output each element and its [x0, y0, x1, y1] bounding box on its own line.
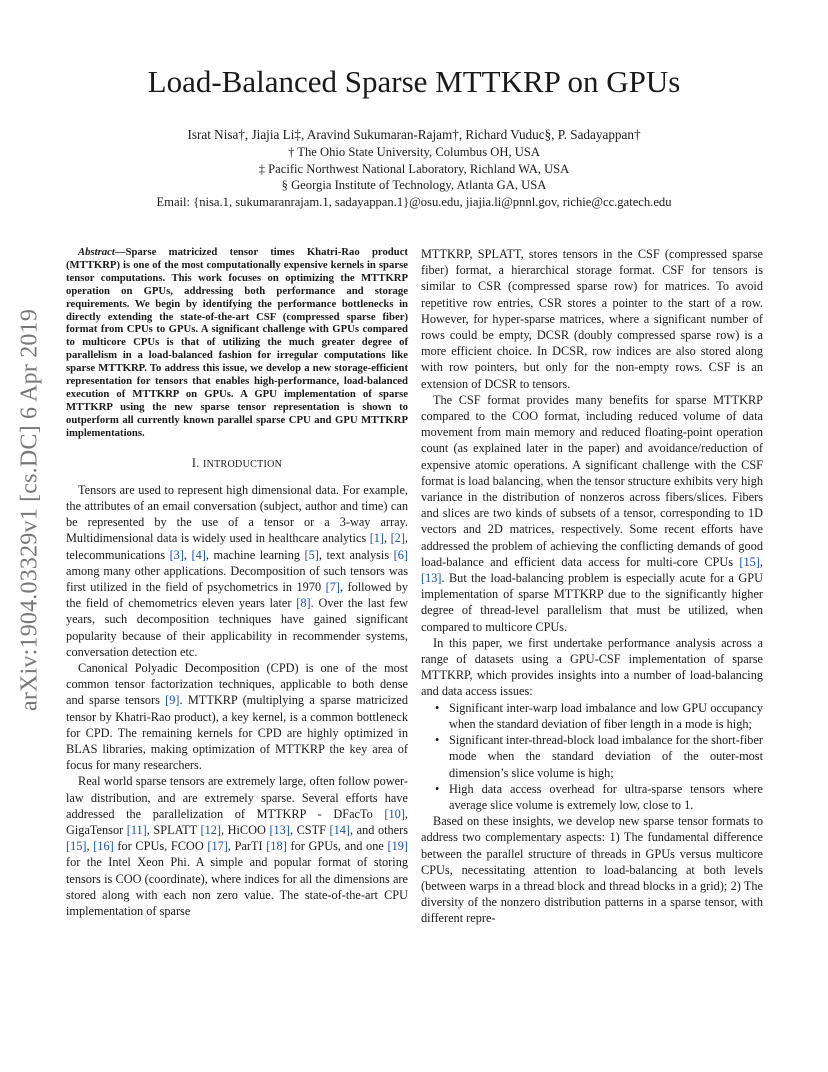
paragraph	[66, 773, 408, 919]
citation-link[interactable]: [10]	[384, 806, 405, 821]
paragraph	[66, 660, 408, 773]
left-column	[66, 246, 408, 919]
arxiv-identifier: arXiv:1904.03329v1 [cs.DC] 6 Apr 2019	[16, 308, 43, 712]
citation-link[interactable]: [14]	[329, 823, 351, 838]
citation-link[interactable]: [2]	[390, 531, 405, 546]
paragraph-text: . But the load-balancing problem is especially acute for a GPU implementation of sparse MTTKRP due to the significantly higher degree of thread-level parallelism that must be utilized, when compared to multicore CPUs.	[421, 571, 763, 634]
paragraph	[421, 392, 763, 635]
paragraph-text: , SPLATT	[146, 823, 201, 838]
citation-link[interactable]: [19]	[387, 839, 408, 854]
bullet-mark: •	[435, 781, 440, 796]
citation-link[interactable]: [15]	[739, 554, 760, 569]
paragraph-text: Real world sparse tensors are extremely large, often follow power-law distribution, and are extremely sparse. Several efforts have addressed the parallelization of MTTKRP - DFacTo	[66, 774, 408, 821]
paper-title: Load-Balanced Sparse MTTKRP on GPUs	[147, 64, 681, 99]
paragraph-csf-intro: MTTKRP, SPLATT, stores tensors in the CSF (compressed sparse fiber) format, a hierarchical storage format. CSF for tensors is similar to CSR (compressed sparse row) for matrices. To avoid repetitive row entries, CSR stores a pointer to the start of a row. However, for hyper-sparse matrices, where a significant number of rows could be empty, DCSR (doubly compressed sparse row) is a more efficient choice. In DCSR, row indices are also stored along with row pointers, but only for the non-empty rows. CSF is an extension of DCSR to tensors.	[421, 247, 763, 391]
citation-link[interactable]: [3]	[169, 547, 184, 562]
paragraph-text: for the Intel Xeon Phi. A simple and popular format of storing tensors is COO (coordinate), where indices for all the dimensions are stored along with each non zero value. The state-of-the-art CPU implementation of sparse	[66, 855, 408, 919]
affiliation-osu: † The Ohio State University, Columbus OH, USA	[288, 145, 540, 159]
citation-link[interactable]: [4]	[191, 547, 206, 562]
paragraph-text: , machine learning	[205, 547, 305, 562]
paragraph-text: In this paper, we first undertake performance analysis across a range of datasets using a GPU-CSF implementation of sparse MTTKRP, which provides insights into a number of load-balancing and data access issues:	[421, 635, 763, 699]
paragraph-text: Tensors are used to represent high dimensional data. For example, the attributes of an email conversation (subject, author and time) can be represented by the use of a tensor or a 3-way array. Multidimensional data is widely used in healthcare analytics	[66, 482, 408, 546]
citation-link[interactable]: [11]	[126, 823, 147, 838]
abstract-label: Abstract	[78, 246, 115, 258]
citation-link[interactable]: [5]	[304, 547, 319, 562]
citation-link[interactable]: [15]	[66, 839, 87, 854]
paragraph-text: . Over the last few years, such decomposition techniques have gained significant popularity because of their applicability in recommender systems, conversation detection etc.	[66, 596, 408, 659]
paragraph-text: Canonical Polyadic Decomposition (CPD) is one of the most common tensor factorization techniques, applicable to both dense and sparse tensors	[66, 661, 408, 708]
citation-link[interactable]: [8]	[296, 596, 311, 611]
paragraph-text: , ParTI	[227, 839, 267, 854]
paragraph-text: ,	[759, 554, 763, 569]
affiliation-gatech: § Georgia Institute of Technology, Atlanta GA, USA	[281, 178, 547, 192]
citation-link[interactable]: [13]	[269, 823, 290, 838]
bullet-mark: •	[435, 733, 440, 748]
paragraph-text: for CPUs, FCOO	[113, 839, 208, 854]
paragraph-text: , and others	[350, 823, 409, 838]
abstract-text: —Sparse matricized tensor times Khatri-Rao product (MTTKRP) is one of the most computationally expensive kernels in sparse tensor computations. This work focuses on optimizing the MTTKRP operation on GPUs, addressing both performance and storage requirements. We begin by identifying the performance bottlenecks in directly extending the state-of-the-art CSF (compressed sparse fiber) format from CPUs to GPUs. A significant challenge with GPUs compared to multicore CPUs is that of utilizing the much greater degree of parallelism in a load-balanced fashion for irregular computations like sparse MTTKRP. To address this issue, we develop a new storage-efficient representation for tensors that enables high-performance, load-balanced execution of MTTKRP on GPUs. A GPU implementation of sparse MTTKRP using the new sparse tensor representation is shown to outperform all currently known parallel sparse CPU and GPU MTTKRP implementations.	[66, 246, 408, 439]
paragraph	[66, 482, 408, 660]
insight-item: • Significant inter-thread-block load imbalance for the short-fiber mode when the standard deviation of the outer-most dimension’s slice volume is high;	[435, 733, 763, 780]
paragraph-text: among many other applications. Decomposition of such tensors was first utilized in the field of psychometrics in 1970	[66, 563, 408, 595]
right-body	[421, 392, 763, 700]
affiliation-pnnl: ‡ Pacific Northwest National Laboratory, Richland WA, USA	[258, 162, 570, 176]
introduction-body	[66, 482, 408, 919]
section-heading	[66, 455, 408, 473]
paragraph-text: , followed by the field of chemometrics eleven years later	[66, 580, 408, 611]
insight-item: • High data access overhead for ultra-sparse tensors where average slice volume is extremely low, close to 1.	[435, 781, 763, 812]
citation-link[interactable]: [12]	[200, 823, 221, 838]
paragraph-text: ,	[384, 531, 391, 546]
paragraph-text: , text analysis	[318, 547, 394, 562]
author-emails: Email: {nisa.1, sukumaranrajam.1, sadayappan.1}@osu.edu, jiajia.li@pnnl.gov, richie@cc.gatech.edu	[156, 195, 672, 209]
paragraph-text: , CSTF	[289, 823, 330, 838]
right-column	[421, 246, 763, 927]
bullet-mark: •	[435, 700, 440, 715]
arxiv-sidebar	[10, 270, 50, 750]
paragraph-text: for GPUs, and one	[286, 839, 388, 854]
author-list: Israt Nisa†, Jiajia Li‡, Aravind Sukumaran-Rajam†, Richard Vuduc§, P. Sadayappan†	[187, 127, 641, 142]
insight-item: • Significant inter-warp load imbalance and low GPU occupancy when the standard deviation of fiber length in a mode is high;	[435, 700, 763, 731]
paragraph-text: , GigaTensor	[66, 806, 408, 838]
section-number: I.	[191, 455, 200, 470]
paragraph-contribution: Based on these insights, we develop new sparse tensor formats to address two complementary aspects: 1) The fundamental difference between the parallel structure of threads in GPUs versus multicore CPUs, necessitating attention to load-balancing at both levels (between warps in a thread block and thread blocks in a grid); 2) The diversity of the nonzero distribution patterns in a sparse tensor, with different repre-	[421, 814, 763, 926]
citation-link[interactable]: [17]	[207, 839, 228, 854]
paragraph-text: , HiCOO	[220, 823, 270, 838]
citation-link[interactable]: [13]	[421, 571, 442, 586]
paragraph	[421, 635, 763, 700]
citation-link[interactable]: [9]	[165, 693, 180, 708]
citation-link[interactable]: [7]	[325, 580, 340, 595]
paragraph-text: ,	[86, 839, 94, 854]
paragraph-text: ,	[183, 547, 192, 562]
section-title: INTRODUCTION	[203, 458, 283, 470]
citation-link[interactable]: [16]	[93, 839, 114, 854]
citation-link[interactable]: [1]	[369, 531, 385, 546]
insight-list	[421, 700, 763, 813]
paragraph-text: , telecommunications	[66, 531, 408, 562]
paragraph-text: The CSF format provides many benefits for sparse MTTKRP compared to the COO format, including reduced volume of data movement from main memory and reduced floating-point operation count (as explained later in the paper) and avoidance/reduction of expensive atomic operations. A significant challenge with the CSF format is load balancing, when the tensor structure exhibits very high variance in the distribution of nonzeros across fibers/slices. Fibers and slices are two kinds of subsets of a tensor, corresponding to 1D vectors and 2D matrices, respectively. Some recent efforts have addressed the problem of achieving the conflicting demands of good load-balance and efficient data access for multi-core CPUs	[421, 392, 763, 569]
paragraph-text: . MTTKRP (multiplying a sparse matricized tensor by Khatri-Rao product), a key kernel, is a common bottleneck for CPD. The remaining kernels for CPD are highly optimized in BLAS libraries, making optimization of MTTKRP the key area of focus for many researchers.	[66, 693, 408, 773]
abstract	[66, 246, 408, 440]
citation-link[interactable]: [6]	[393, 547, 408, 562]
citation-link[interactable]: [18]	[266, 839, 287, 854]
